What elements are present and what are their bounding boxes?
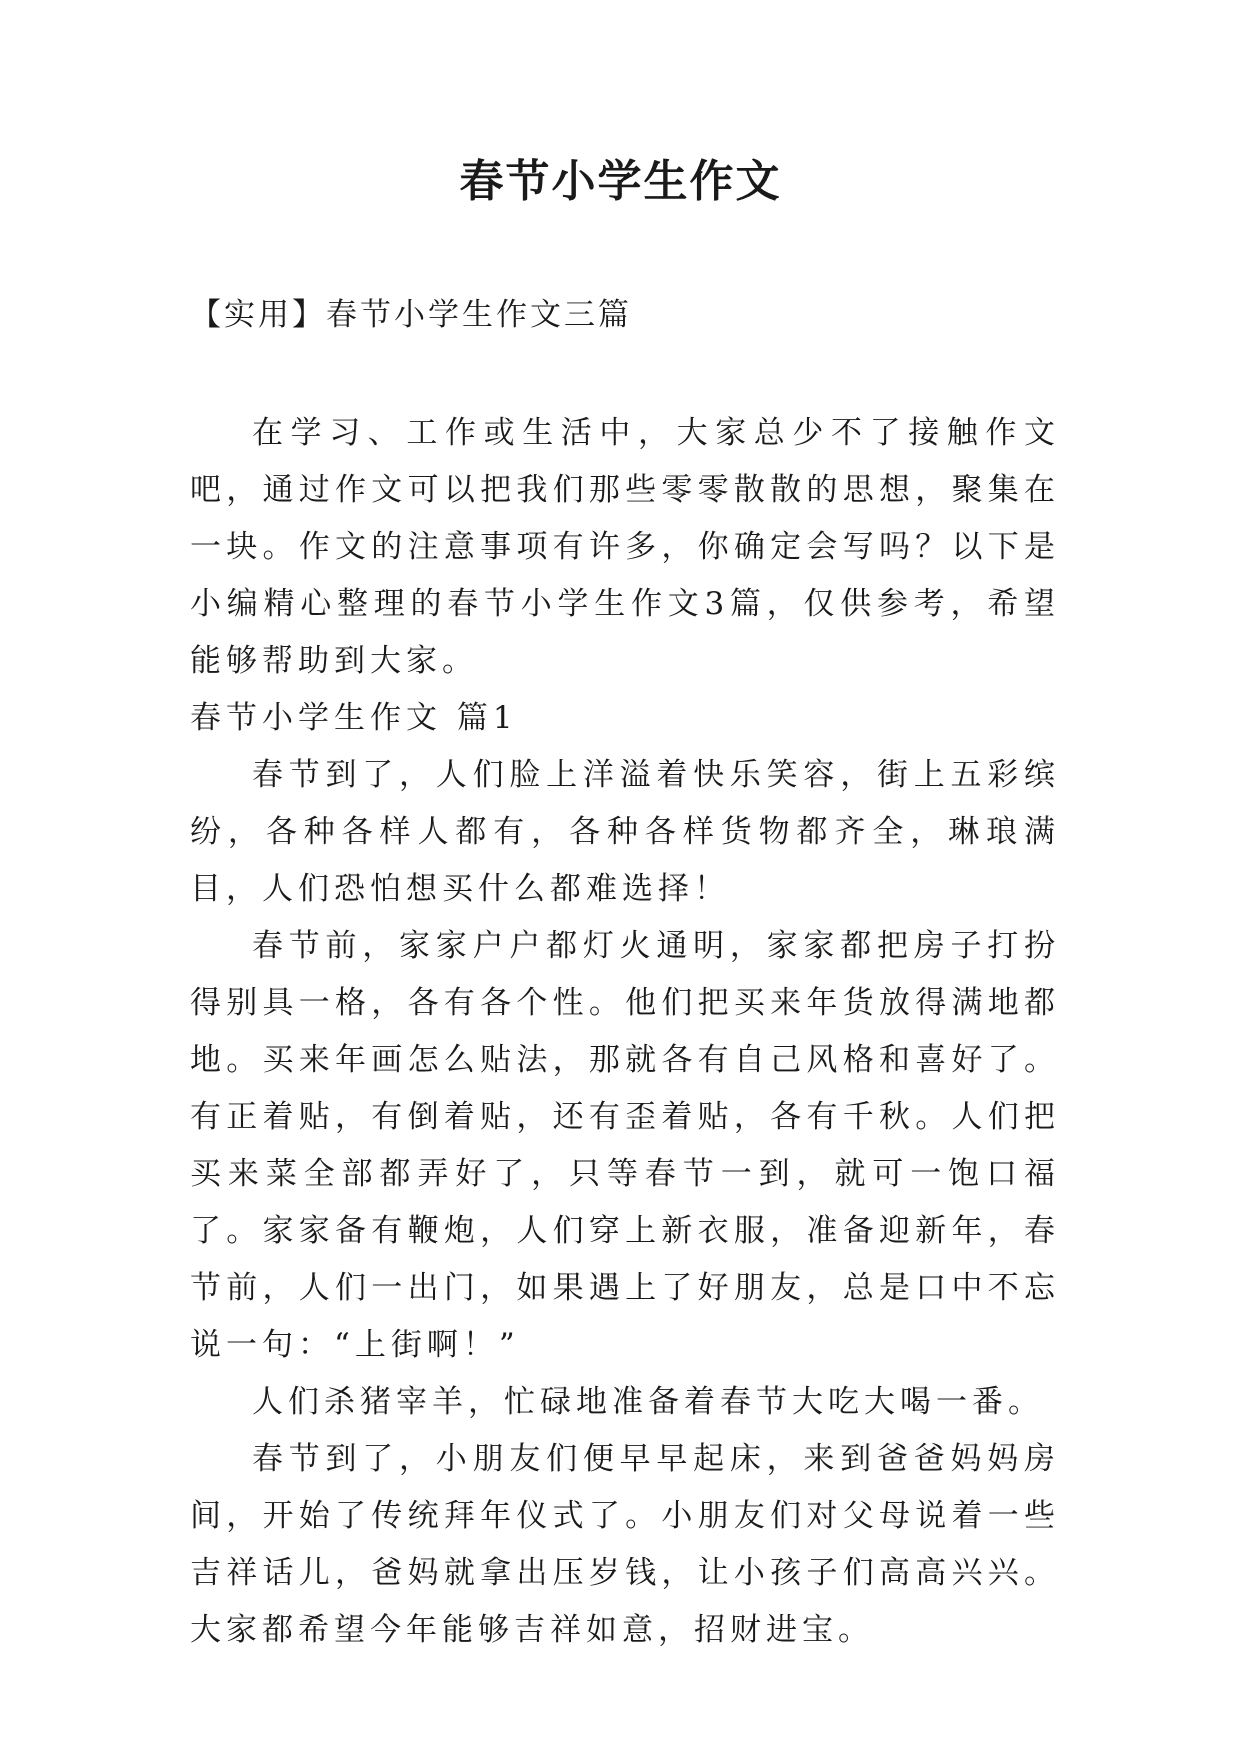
body-paragraph: 春节到了，人们脸上洋溢着快乐笑容，街上五彩缤纷，各种各样人都有，各种各样货物都齐全，琳琅满目，人们恐怕想买什么都难选择！ <box>190 757 1060 907</box>
document-subtitle: 【实用】春节小学生作文三篇 <box>190 297 632 333</box>
document-body <box>190 405 1060 1659</box>
body-paragraph: 人们杀猪宰羊，忙碌地准备着春节大吃大喝一番。 <box>252 1384 1044 1420</box>
intro-paragraph: 在学习、工作或生活中，大家总少不了接触作文吧，通过作文可以把我们那些零零散散的思想，聚集在一块。作文的注意事项有许多，你确定会写吗？以下是小编精心整理的春节小学生作文3篇，仅供参考，希望能够帮助到大家。 <box>190 415 1060 679</box>
body-paragraph: 春节前，家家户户都灯火通明，家家都把房子打扮得别具一格，各有各个性。他们把买来年货放得满地都地。买来年画怎么贴法，那就各有自己风格和喜好了。有正着贴，有倒着贴，还有歪着贴，各有千秋。人们把买来菜全部都弄好了，只等春节一到，就可一饱口福了。家家备有鞭炮，人们穿上新衣服，准备迎新年，春节前，人们一出门，如果遇上了好朋友，总是口中不忘说一句：“上街啊！” <box>190 928 1060 1363</box>
document-title: 春节小学生作文 <box>459 156 782 207</box>
body-paragraph: 春节到了，小朋友们便早早起床，来到爸爸妈妈房间，开始了传统拜年仪式了。小朋友们对父母说着一些吉祥话儿，爸妈就拿出压岁钱，让小孩子们高高兴兴。大家都希望今年能够吉祥如意，招财进宝。 <box>190 1441 1060 1648</box>
section-heading: 春节小学生作文 篇1 <box>190 700 518 736</box>
